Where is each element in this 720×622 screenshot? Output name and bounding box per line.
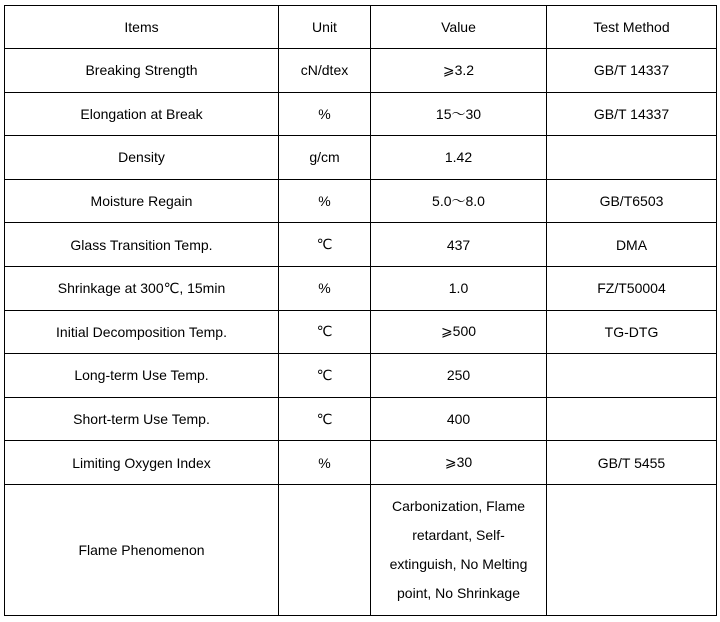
unit-cell: % xyxy=(279,441,371,485)
unit-cell: % xyxy=(279,266,371,310)
value-cell: 250 xyxy=(371,354,547,398)
item-cell: Elongation at Break xyxy=(5,92,279,136)
table-row xyxy=(5,49,717,93)
table-row xyxy=(5,310,717,354)
item-cell: Shrinkage at 300℃, 15min xyxy=(5,266,279,310)
item-cell: Short-term Use Temp. xyxy=(5,397,279,441)
item-cell: Glass Transition Temp. xyxy=(5,223,279,267)
table-row xyxy=(5,441,717,485)
test-method-cell: DMA xyxy=(547,223,717,267)
test-method-cell xyxy=(547,354,717,398)
item-cell: Flame Phenomenon xyxy=(5,484,279,615)
header-value: Value xyxy=(371,6,547,49)
value-cell: 15～30 xyxy=(371,92,547,136)
value-cell: 1.42 xyxy=(371,136,547,180)
test-method-cell: GB/T 14337 xyxy=(547,92,717,136)
unit-cell: g/cm xyxy=(279,136,371,180)
test-method-cell: GB/T 5455 xyxy=(547,441,717,485)
item-cell: Initial Decomposition Temp. xyxy=(5,310,279,354)
item-cell: Density xyxy=(5,136,279,180)
test-method-cell: FZ/T50004 xyxy=(547,266,717,310)
unit-cell: % xyxy=(279,179,371,223)
item-cell: Long-term Use Temp. xyxy=(5,354,279,398)
unit-cell xyxy=(279,484,371,615)
table-row xyxy=(5,223,717,267)
unit-cell: ℃ xyxy=(279,223,371,267)
value-cell: 1.0 xyxy=(371,266,547,310)
item-cell: Limiting Oxygen Index xyxy=(5,441,279,485)
item-cell: Breaking Strength xyxy=(5,49,279,93)
properties-table xyxy=(4,5,717,616)
table-header-row xyxy=(5,6,717,49)
test-method-cell xyxy=(547,397,717,441)
table-row xyxy=(5,266,717,310)
value-cell: 5.0～8.0 xyxy=(371,179,547,223)
test-method-cell xyxy=(547,484,717,615)
value-cell: ⩾3.2 xyxy=(371,49,547,93)
value-cell: 437 xyxy=(371,223,547,267)
test-method-cell xyxy=(547,136,717,180)
test-method-cell: GB/T6503 xyxy=(547,179,717,223)
unit-cell: ℃ xyxy=(279,354,371,398)
table-row xyxy=(5,92,717,136)
table-row xyxy=(5,397,717,441)
header-items: Items xyxy=(5,6,279,49)
unit-cell: cN/dtex xyxy=(279,49,371,93)
table-row xyxy=(5,354,717,398)
table-row xyxy=(5,179,717,223)
unit-cell: ℃ xyxy=(279,397,371,441)
test-method-cell: GB/T 14337 xyxy=(547,49,717,93)
item-cell: Moisture Regain xyxy=(5,179,279,223)
value-cell: 400 xyxy=(371,397,547,441)
table-row xyxy=(5,136,717,180)
test-method-cell: TG-DTG xyxy=(547,310,717,354)
value-cell: Carbonization, Flame retardant, Self-extinguish, No Melting point, No Shrinkage xyxy=(371,484,547,615)
table-row xyxy=(5,484,717,615)
header-unit: Unit xyxy=(279,6,371,49)
unit-cell: % xyxy=(279,92,371,136)
unit-cell: ℃ xyxy=(279,310,371,354)
header-test-method: Test Method xyxy=(547,6,717,49)
value-cell: ⩾30 xyxy=(371,441,547,485)
value-cell: ⩾500 xyxy=(371,310,547,354)
